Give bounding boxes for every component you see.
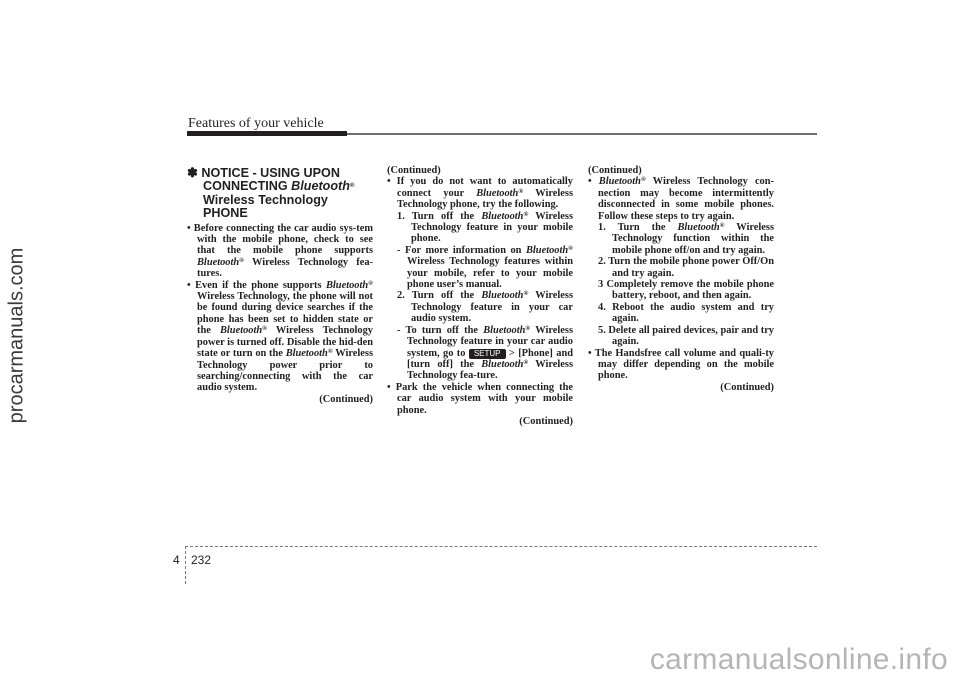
continued-heading: (Continued) — [387, 165, 441, 176]
step-2: 2. Turn the mobile phone power Off/On and try again. — [598, 256, 774, 279]
bottom-watermark: carmanualsonline.info — [649, 643, 948, 676]
notice-title: ✽ NOTICE - USING UPON CONNECTING Bluetooth® Wireless Technology PHONE — [187, 165, 355, 221]
bullet-handsfree: • The Handsfree call volume and quali-ty may differ depending on the mobile phone. — [588, 347, 774, 382]
dash-note-1: - For more information on Bluetooth® Wireless Technology features within your mobile, refer to your mobile phone user’s manual. — [397, 244, 573, 291]
step-3: 3 Completely remove the mobile phone battery, reboot, and then again. — [598, 279, 774, 302]
step-1: 1. Turn off the Bluetooth® Wireless Technology feature in your mobile phone. — [397, 210, 573, 245]
column-2 — [387, 165, 573, 427]
side-watermark: procarmanuals.com — [5, 247, 28, 423]
header-rule-dark — [187, 131, 347, 136]
notice-bullet-2: • Even if the phone supports Bluetooth® Wireless Technology, the phone will not be found during device searches if the phone has been set to hidden state or the Bluetooth® Wireless Technology power is turned off. Disable the hid-den state or turn on the Bluetooth® Wireless Technology power prior to searching/connecting with the car audio system. — [187, 279, 373, 394]
notice-bullet-1: • Before connecting the car audio sys-tem with the mobile phone, check to see that the mobile phone supports Bluetooth® Wireless Technology fea-tures. — [187, 222, 373, 280]
step-4: 4. Reboot the audio system and try again. — [598, 301, 774, 325]
header-rule-light — [347, 133, 817, 135]
setup-key-icon: SETUP — [469, 349, 506, 359]
page-header-title: Features of your vehicle — [188, 116, 324, 131]
bullet-auto-connect: • If you do not want to automatically connect your Bluetooth® Wireless Technology phone, try the following. — [387, 176, 573, 211]
continued-heading: (Continued) — [588, 165, 642, 176]
step-5: 5. Delete all paired devices, pair and try again. — [598, 324, 774, 348]
column-3 — [588, 165, 774, 393]
notice-star-icon: ✽ — [187, 165, 198, 180]
footer-dotted-rule — [185, 546, 817, 547]
column-1 — [187, 166, 373, 405]
page-number: 232 — [191, 553, 212, 567]
footer-dotted-vertical — [185, 546, 186, 584]
continued-label: (Continued) — [519, 415, 573, 427]
step-1: 1. Turn the Bluetooth® Wireless Technology function within the mobile phone off/on and try again. — [598, 222, 774, 256]
step-2: 2. Turn off the Bluetooth® Wireless Technology feature in your car audio system. — [397, 290, 573, 325]
bullet-intermittent: • Bluetooth® Wireless Technology con-nection may become intermittently disconnected in some mobile phones. Follow these steps to try again. — [588, 176, 774, 222]
dash-note-2: - To turn off the Bluetooth® Wireless Technology feature in your car audio system, go to SETUP > [Phone] and [turn off] the Bluetooth® Wireless Technology fea-ture. — [397, 324, 574, 382]
continued-label: (Continued) — [319, 393, 373, 405]
bullet-park-vehicle: • Park the vehicle when connecting the car audio system with your mobile phone. — [387, 381, 573, 416]
continued-label: (Continued) — [720, 381, 774, 393]
chapter-number: 4 — [173, 553, 180, 567]
